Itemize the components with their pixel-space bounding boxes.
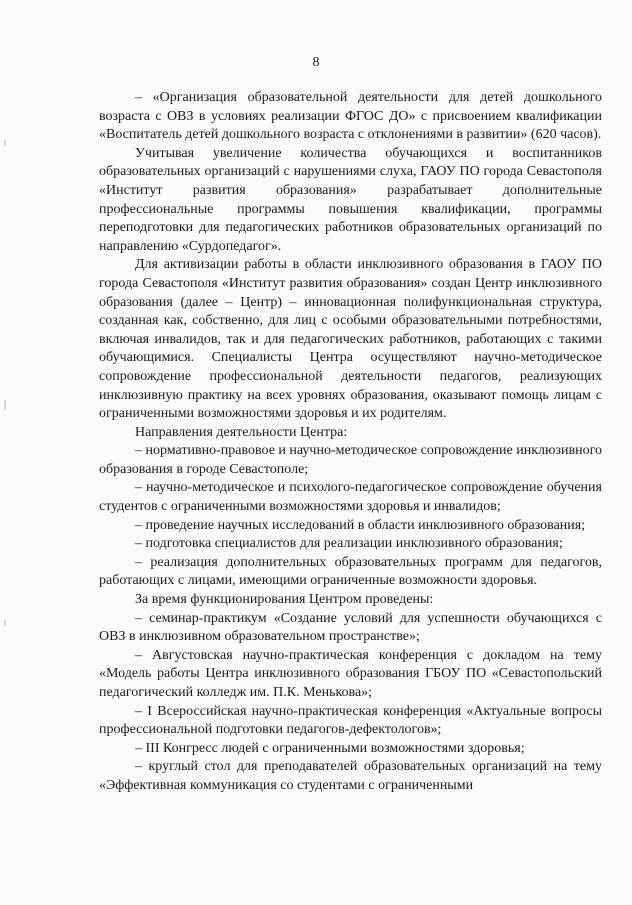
list-item-event: – семинар-практикум «Создание условий для успешности обучающихся с ОВЗ в инклюзивном образовательном пространстве»; [99, 610, 602, 645]
list-item-event: – Августовская научно-практическая конференция с докладом на тему «Модель работы Центра инклюзивного образования ГБОУ ПО «Севастопольский педагогический колледж им. П.К. Менькова»; [99, 647, 602, 700]
document-body [99, 89, 602, 796]
list-item-direction: – реализация дополнительных образовательных программ для педагогов, работающих с лицами, имеющими ограниченные возможности здоровья. [99, 554, 602, 589]
list-item-direction: – научно-методическое и психолого-педагогическое сопровождение обучения студентов с ограниченными возможностями здоровья и инвалидов; [99, 480, 602, 515]
list-item-event: – I Всероссийская научно-практическая конференция «Актуальные вопросы профессиональной подготовки педагогов-дефектологов»; [99, 703, 602, 738]
list-item-event: – III Конгресс людей с ограниченными возможностями здоровья; [135, 740, 525, 756]
list-item-event: – круглый стол для преподавателей образовательных организаций на тему «Эффективная коммуникация со студентами с ограниченными [99, 759, 602, 793]
paragraph-inclusive-center: Для активизации работы в области инклюзивного образования в ГАОУ ПО города Севастополя «Институт развития образования» создан Центр инклюзивного образования (далее – Центр) – инновационная полифункциональная структура, созданная как, собственно, для лиц с особыми образовательными потребностями, включая инвалидов, так и для педагогических работников, работающих с такими обучающимися. Специалисты Центра осуществляют научно-методическое сопровождение профессиональной деятельности педагогов, реализующих инклюзивную практику на всех уровнях образования, оказывают помощь лицам с ограниченными возможностями здоровья и их родителям. [99, 257, 602, 422]
page-number: 8 [312, 55, 320, 70]
list-item-direction: – подготовка специалистов для реализации инклюзивного образования; [135, 536, 563, 552]
paragraph-surdopedagog: Учитывая увеличение количества обучающихся и воспитанников образовательных организаций с нарушениями слуха, ГАОУ ПО города Севастополя «Институт развития образования» разрабатывает дополнительные профессиональные программы повышения квалификации, программы переподготовки для педагогических работников образовательных организаций по направлению «Сурдопедагог». [99, 145, 602, 254]
scan-margin-mark [4, 400, 6, 410]
scan-margin-mark [4, 140, 6, 146]
scan-margin-mark [4, 620, 6, 626]
paragraph-events-heading: За время функционирования Центром проведены: [135, 592, 434, 608]
paragraph-program-dou: – «Организация образовательной деятельности для детей дошкольного возраста с ОВЗ в условиях реализации ФГОС ДО» с присвоением квалификации «Воспитатель детей дошкольного возраста с отклонениями в развитии» (620 часов). [99, 90, 602, 143]
list-item-direction: – нормативно-правовое и научно-методическое сопровождение инклюзивного образования в городе Севастополе; [99, 443, 602, 477]
paragraph-directions-heading: Направления деятельности Центра: [135, 424, 348, 440]
list-item-direction: – проведение научных исследований в области инклюзивного образования; [135, 517, 586, 533]
